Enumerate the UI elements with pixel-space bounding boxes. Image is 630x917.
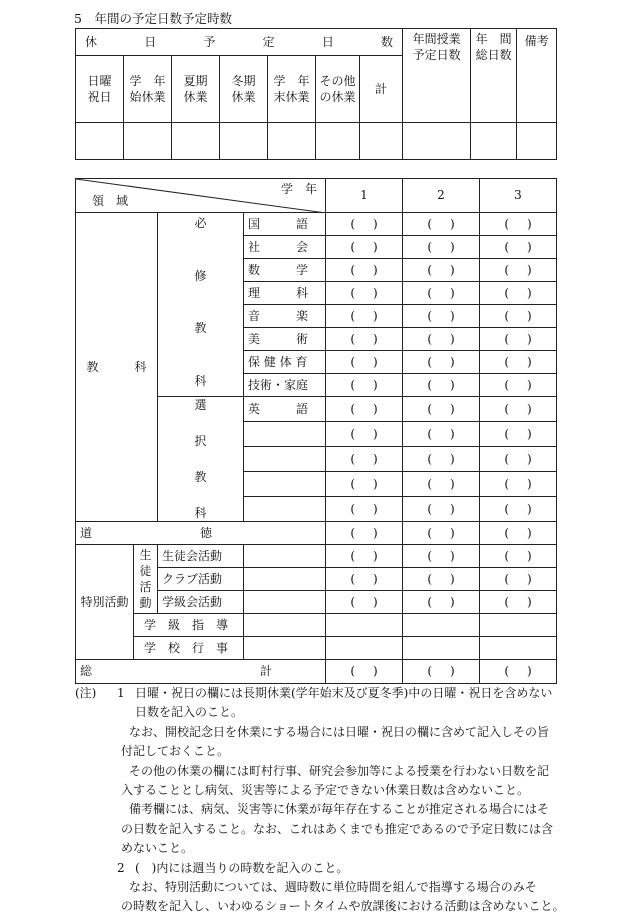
open-paren: ( (427, 239, 432, 254)
hours-input-cell[interactable] (403, 591, 480, 614)
subject-name: 社 会 (244, 236, 326, 259)
note-text: ( )内には週当りの時数を記入のこと。 (135, 860, 349, 875)
hours-input-cell[interactable] (403, 545, 480, 568)
close-paren: ) (373, 476, 378, 491)
hours-input-cell[interactable] (326, 305, 403, 328)
close-paren: ) (450, 664, 455, 679)
hours-input-cell[interactable] (326, 545, 403, 568)
open-paren: ( (427, 308, 432, 323)
hours-input-cell[interactable] (326, 522, 403, 545)
close-paren: ) (373, 401, 378, 416)
note-text: 備考欄には、病気、災害等に休業が毎年存在することが推定される場合にはそ (129, 802, 550, 817)
section-title: 5 年間の予定日数予定時数 (74, 11, 232, 26)
close-paren: ) (527, 451, 532, 466)
open-paren: ( (350, 285, 355, 300)
empty-cell[interactable] (480, 614, 557, 637)
hours-input-cell[interactable] (480, 282, 557, 305)
area-label: 領 域 (92, 193, 129, 208)
subject-name: 数 学 (244, 259, 326, 282)
close-paren: ) (373, 377, 378, 392)
total-label: 総 計 (76, 660, 326, 684)
close-paren: ) (373, 664, 378, 679)
close-paren: ) (527, 594, 532, 609)
seito-katsudo-label: 生徒 活動 (134, 545, 158, 614)
close-paren: ) (450, 354, 455, 369)
close-paren: ) (373, 308, 378, 323)
sentaku-kyoka-label: 選 択 教 科 (158, 397, 244, 522)
hours-input-cell[interactable] (403, 472, 480, 497)
hours-input-cell[interactable] (480, 591, 557, 614)
hours-input-cell[interactable] (480, 522, 557, 545)
close-paren: ) (527, 571, 532, 586)
open-paren: ( (427, 285, 432, 300)
hours-input-cell[interactable] (326, 236, 403, 259)
close-paren: ) (373, 354, 378, 369)
open-paren: ( (350, 308, 355, 323)
hours-input-cell[interactable] (480, 236, 557, 259)
open-paren: ( (504, 594, 509, 609)
close-paren: ) (373, 239, 378, 254)
close-paren: ) (450, 525, 455, 540)
hours-input-cell[interactable] (480, 422, 557, 447)
hours-input-cell[interactable] (480, 305, 557, 328)
notes (75, 684, 565, 917)
open-paren: ( (504, 426, 509, 441)
open-paren: ( (350, 331, 355, 346)
open-paren: ( (504, 285, 509, 300)
hours-input-cell[interactable] (403, 328, 480, 351)
gakkyu-shido-label: 学 級 指 導 (134, 614, 244, 637)
close-paren: ) (373, 426, 378, 441)
open-paren: ( (427, 262, 432, 277)
hours-input-cell[interactable] (326, 282, 403, 305)
close-paren: ) (527, 426, 532, 441)
close-paren: ) (450, 426, 455, 441)
note-text: めないこと。 (121, 841, 194, 856)
days-col-header: 夏期 休業 (172, 56, 220, 123)
hours-input-cell[interactable] (480, 497, 557, 522)
open-paren: ( (350, 377, 355, 392)
close-paren: ) (527, 239, 532, 254)
note-text: 付記しておくこと。 (121, 744, 230, 759)
open-paren: ( (350, 571, 355, 586)
close-paren: ) (373, 216, 378, 231)
open-paren: ( (427, 377, 432, 392)
open-paren: ( (504, 262, 509, 277)
note-text: 日数を記入のこと。 (135, 705, 244, 720)
open-paren: ( (350, 664, 355, 679)
hours-input-cell[interactable] (480, 568, 557, 591)
empty-cell[interactable] (326, 614, 403, 637)
hours-input-cell[interactable] (480, 328, 557, 351)
hours-input-cell[interactable] (403, 305, 480, 328)
open-paren: ( (350, 525, 355, 540)
open-paren: ( (427, 331, 432, 346)
open-paren: ( (504, 548, 509, 563)
open-paren: ( (504, 476, 509, 491)
hours-input-cell[interactable] (326, 259, 403, 282)
days-col-header: 日曜 祝日 (76, 56, 124, 123)
grade-1-header: 1 (326, 179, 403, 213)
input-cell[interactable] (316, 123, 360, 160)
open-paren: ( (504, 308, 509, 323)
hours-input-cell[interactable] (403, 497, 480, 522)
hours-input-cell[interactable] (326, 397, 403, 422)
close-paren: ) (450, 216, 455, 231)
hours-input-cell[interactable] (326, 568, 403, 591)
note-number: 2 (117, 860, 125, 875)
open-paren: ( (350, 354, 355, 369)
hours-input-cell[interactable] (480, 374, 557, 397)
annual-class-days-header: 年間授業 予定日数 (403, 29, 471, 123)
days-col-header: 冬期 休業 (220, 56, 268, 123)
hours-input-cell[interactable] (403, 568, 480, 591)
close-paren: ) (373, 331, 378, 346)
hours-input-cell[interactable] (326, 447, 403, 472)
close-paren: ) (450, 308, 455, 323)
input-cell[interactable] (268, 123, 316, 160)
open-paren: ( (427, 216, 432, 231)
hours-input-cell[interactable] (326, 497, 403, 522)
hours-input-cell[interactable] (326, 422, 403, 447)
holiday-header-char: 日 (144, 34, 157, 49)
subject-name: 技術・家庭 (244, 374, 326, 397)
subject-name: 美 術 (244, 328, 326, 351)
hours-input-cell[interactable] (480, 447, 557, 472)
days-col-header: 学 年 末休業 (268, 56, 316, 123)
open-paren: ( (350, 451, 355, 466)
seito-item: 学級会活動 (158, 591, 244, 614)
close-paren: ) (373, 548, 378, 563)
open-paren: ( (427, 354, 432, 369)
empty-cell[interactable] (326, 637, 403, 660)
close-paren: ) (527, 285, 532, 300)
note-text: その他の休業の欄には町村行事、研究会参加等による授業を行わない日数を記 (129, 763, 550, 778)
hours-input-cell[interactable] (326, 213, 403, 236)
empty-cell[interactable] (244, 591, 326, 614)
holiday-header-char: 予 (203, 34, 216, 49)
empty-cell[interactable] (403, 614, 480, 637)
open-paren: ( (350, 262, 355, 277)
open-paren: ( (504, 501, 509, 516)
subject-name: 理 科 (244, 282, 326, 305)
subject-name: 音 楽 (244, 305, 326, 328)
note-text: の日数を記入すること。なお、これはあくまでも推定であるので予定日数には含 (121, 821, 554, 836)
close-paren: ) (373, 285, 378, 300)
hours-input-cell[interactable] (480, 259, 557, 282)
note-text: の時数を記入し、いわゆるショートタイムや放課後における活動は含めないこと。 (121, 899, 565, 914)
close-paren: ) (373, 501, 378, 516)
hisshu-kyoka-label: 必 修 教 科 (158, 213, 244, 397)
close-paren: ) (373, 525, 378, 540)
holiday-header-char: 日 (321, 34, 334, 49)
open-paren: ( (504, 525, 509, 540)
open-paren: ( (504, 354, 509, 369)
subject-name: 英 語 (244, 397, 326, 422)
subject-name-blank[interactable] (244, 422, 326, 447)
close-paren: ) (373, 571, 378, 586)
empty-cell[interactable] (480, 637, 557, 660)
hours-table (75, 178, 557, 684)
hours-input-cell[interactable] (326, 374, 403, 397)
hours-input-cell[interactable] (403, 351, 480, 374)
close-paren: ) (450, 377, 455, 392)
open-paren: ( (350, 594, 355, 609)
open-paren: ( (350, 501, 355, 516)
subject-name-blank[interactable] (244, 472, 326, 497)
close-paren: ) (527, 262, 532, 277)
close-paren: ) (527, 664, 532, 679)
open-paren: ( (504, 216, 509, 231)
hours-input-cell[interactable] (403, 447, 480, 472)
holiday-header-char: 休 (85, 34, 98, 49)
open-paren: ( (427, 594, 432, 609)
close-paren: ) (450, 285, 455, 300)
input-cell[interactable] (403, 123, 471, 160)
hours-input-cell[interactable] (403, 522, 480, 545)
days-col-header: その他 の休業 (316, 56, 360, 123)
close-paren: ) (450, 262, 455, 277)
close-paren: ) (527, 525, 532, 540)
subject-name: 保 健 体 育 (244, 351, 326, 374)
close-paren: ) (373, 262, 378, 277)
close-paren: ) (527, 548, 532, 563)
open-paren: ( (504, 239, 509, 254)
note-text: なお、特別活動については、週時数に単位時間を組んで指導する場合のみそ (129, 880, 537, 895)
open-paren: ( (350, 401, 355, 416)
close-paren: ) (527, 354, 532, 369)
days-col-header: 計 (360, 56, 403, 123)
subject-name-blank[interactable] (244, 447, 326, 472)
open-paren: ( (427, 571, 432, 586)
close-paren: ) (450, 548, 455, 563)
open-paren: ( (504, 377, 509, 392)
grade-3-header: 3 (480, 179, 557, 213)
holiday-header-char: 数 (381, 34, 394, 49)
hours-input-cell[interactable] (326, 472, 403, 497)
grade-label: 学 年 (280, 182, 317, 196)
empty-cell[interactable] (403, 637, 480, 660)
empty-cell[interactable] (244, 568, 326, 591)
note-text: 入することとし病気、災害等による予定できない休業日数は含めないこと。 (121, 783, 530, 798)
annual-total-days-header: 年 間 総日数 (471, 29, 517, 123)
close-paren: ) (450, 571, 455, 586)
input-cell[interactable] (471, 123, 517, 160)
hours-input-cell[interactable] (403, 422, 480, 447)
close-paren: ) (527, 377, 532, 392)
grade-2-header: 2 (403, 179, 480, 213)
close-paren: ) (527, 401, 532, 416)
subject-name: 国 語 (244, 213, 326, 236)
open-paren: ( (504, 401, 509, 416)
close-paren: ) (527, 501, 532, 516)
input-cell[interactable] (172, 123, 220, 160)
open-paren: ( (427, 451, 432, 466)
note-number: 1 (117, 686, 125, 700)
hours-input-cell[interactable] (403, 374, 480, 397)
empty-cell[interactable] (244, 614, 326, 637)
empty-cell[interactable] (244, 545, 326, 568)
open-paren: ( (350, 476, 355, 491)
close-paren: ) (527, 331, 532, 346)
grade-area-header (76, 179, 326, 213)
gakko-gyoji-label: 学 校 行 事 (134, 637, 244, 660)
close-paren: ) (450, 331, 455, 346)
open-paren: ( (350, 426, 355, 441)
remarks-header: 備考 (517, 29, 557, 123)
open-paren: ( (350, 548, 355, 563)
input-cell[interactable] (517, 123, 557, 160)
open-paren: ( (504, 331, 509, 346)
empty-cell[interactable] (244, 637, 326, 660)
close-paren: ) (450, 501, 455, 516)
kyoka-label: 教 科 (76, 213, 158, 522)
open-paren: ( (350, 216, 355, 231)
hours-input-cell[interactable] (326, 328, 403, 351)
open-paren: ( (427, 548, 432, 563)
hours-input-cell[interactable] (403, 213, 480, 236)
hours-input-cell[interactable] (480, 472, 557, 497)
holiday-header-char: 定 (262, 34, 275, 49)
input-cell[interactable] (360, 123, 403, 160)
hours-input-cell[interactable] (326, 660, 403, 684)
hours-input-cell[interactable] (403, 236, 480, 259)
open-paren: ( (427, 476, 432, 491)
open-paren: ( (504, 571, 509, 586)
close-paren: ) (373, 594, 378, 609)
close-paren: ) (450, 594, 455, 609)
open-paren: ( (427, 525, 432, 540)
holiday-header (76, 29, 403, 56)
hours-input-cell[interactable] (403, 259, 480, 282)
open-paren: ( (427, 664, 432, 679)
days-col-header: 学 年 始休業 (124, 56, 172, 123)
input-cell[interactable] (220, 123, 268, 160)
close-paren: ) (450, 476, 455, 491)
note-text: なお、開校記念日を休業にする場合には日曜・祝日の欄に含めて記入しその旨 (129, 724, 550, 739)
hours-input-cell[interactable] (480, 213, 557, 236)
notes-label: (注) (75, 686, 97, 700)
hours-input-cell[interactable] (403, 282, 480, 305)
hours-input-cell[interactable] (326, 591, 403, 614)
hours-input-cell[interactable] (480, 397, 557, 422)
close-paren: ) (527, 476, 532, 491)
tokkatsu-label: 特別活動 (76, 545, 134, 660)
open-paren: ( (350, 239, 355, 254)
hours-input-cell[interactable] (480, 660, 557, 684)
close-paren: ) (527, 308, 532, 323)
open-paren: ( (504, 664, 509, 679)
seito-item: クラブ活動 (158, 568, 244, 591)
input-cell[interactable] (76, 123, 124, 160)
close-paren: ) (527, 216, 532, 231)
hours-input-cell[interactable] (480, 545, 557, 568)
close-paren: ) (450, 401, 455, 416)
open-paren: ( (427, 426, 432, 441)
hours-input-cell[interactable] (403, 397, 480, 422)
doutoku-label: 道 徳 (76, 522, 326, 545)
close-paren: ) (450, 451, 455, 466)
open-paren: ( (427, 401, 432, 416)
days-table (75, 28, 557, 160)
close-paren: ) (373, 451, 378, 466)
input-cell[interactable] (124, 123, 172, 160)
open-paren: ( (427, 501, 432, 516)
close-paren: ) (450, 239, 455, 254)
hours-input-cell[interactable] (403, 660, 480, 684)
subject-name-blank[interactable] (244, 497, 326, 522)
hours-input-cell[interactable] (480, 351, 557, 374)
note-text: 日曜・祝日の欄には長期休業(学年始末及び夏冬季)中の日曜・祝日を含めない (135, 686, 553, 700)
open-paren: ( (504, 451, 509, 466)
seito-item: 生徒会活動 (158, 545, 244, 568)
hours-input-cell[interactable] (326, 351, 403, 374)
